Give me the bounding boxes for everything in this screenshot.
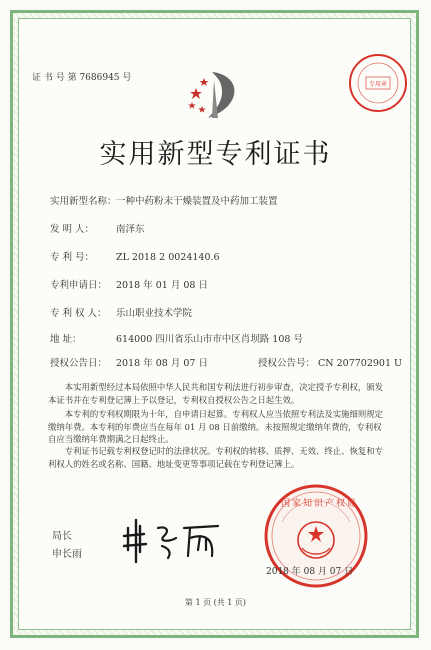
inventor-value: 南泽东: [116, 224, 145, 235]
utility-model-name-label: 实用新型名称：: [50, 196, 117, 207]
patent-owner-label: 专 利 权 人：: [50, 308, 107, 319]
filing-date-value: 2018 年 01 月 08 日: [116, 280, 208, 291]
patent-number-value: ZL 2018 2 0024140.6: [116, 252, 220, 263]
grant-number-label: 授权公告号：: [258, 358, 316, 369]
svg-text:专用章: 专用章: [368, 81, 388, 88]
seal-date: 2018 年 08 月 07 日: [266, 567, 354, 577]
patent-number-label: 专 利 号：: [50, 252, 95, 263]
page-footer: 第 1 页 (共 1 页): [184, 598, 247, 607]
certificate-number: 证 书 号 第 7686945 号: [32, 73, 132, 83]
patent-owner-value: 乐山职业技术学院: [116, 308, 193, 319]
inventor-label: 发 明 人：: [50, 224, 95, 235]
director-title: 局长: [52, 531, 72, 542]
grant-number-value: CN 207702901 U: [318, 358, 403, 369]
statement-paragraph-2: 本专利的专利权期限为十年，自申请日起算。专利权人应当依照专利法及实施细则规定缴纳年费。本专利的年费应当在每年 01 月 08 日前缴纳。未按照规定缴纳年费的，专利权自应当缴纳年费期满之日起终止。: [48, 409, 384, 444]
agency-stamp-icon: [347, 52, 409, 114]
utility-model-name-value: 一种中药粉末干燥装置及中药加工装置: [116, 196, 278, 207]
seal-text: 国家知识产权局: [281, 499, 359, 509]
grant-date-value: 2018 年 08 月 07 日: [116, 358, 208, 369]
statement-paragraph-3: 专利证书记载专利权登记时的法律状况。专利权的转移、质押、无效、终止、恢复和专利权人的姓名或名称、国籍、地址变更等事项记载在专利登记簿上。: [48, 446, 384, 469]
address-value: 614000 四川省乐山市市中区肖坝路 108 号: [116, 334, 303, 345]
filing-date-label: 专利申请日：: [50, 280, 108, 291]
grant-date-label: 授权公告日：: [50, 358, 108, 369]
statement-paragraph-1: 本实用新型经过本局依照中华人民共和国专利法进行初步审查，决定授予专利权，颁发本证书并在专利登记簿上予以登记，专利权自授权公告之日起生效。: [48, 382, 384, 405]
handwritten-signature-icon: [118, 516, 228, 566]
director-name: 申长雨: [52, 549, 82, 560]
address-label: 地 址：: [50, 334, 82, 345]
certificate-title: 实用新型专利证书: [99, 139, 332, 170]
patent-office-logo-icon: [184, 68, 246, 122]
